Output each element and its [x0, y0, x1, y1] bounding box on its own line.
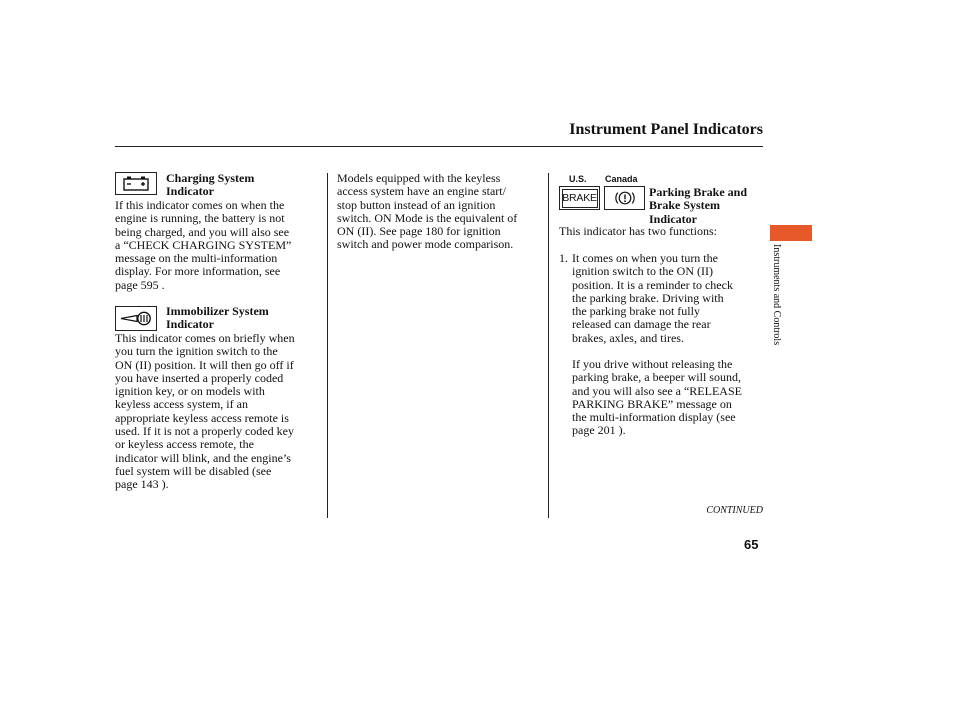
- text-line: the parking brake not fully: [572, 304, 700, 319]
- function-one-paragraph: [572, 252, 733, 345]
- list-number: 1.: [559, 251, 568, 265]
- text-line: appropriate keyless access remote is: [115, 410, 289, 425]
- heading-line: Brake System: [649, 198, 720, 213]
- text-line: a “CHECK CHARGING SYSTEM”: [115, 237, 292, 252]
- text-line: stop button instead of an ignition: [337, 197, 496, 212]
- text-line: indicator will blink, and the engine’s: [115, 450, 291, 465]
- text-line: or keyless access remote, the: [115, 437, 254, 452]
- brake-text-icon: [562, 189, 598, 208]
- key-icon: [119, 311, 153, 326]
- text-line: the multi-information display (see: [572, 410, 736, 425]
- text-line: brakes, axles, and tires.: [572, 330, 684, 345]
- column-divider: [548, 173, 549, 518]
- text-line: fuel system will be disabled (see: [115, 463, 272, 478]
- text-line: If you drive without releasing the: [572, 357, 733, 371]
- section-tab: [770, 225, 812, 241]
- text-line: message on the multi-information: [115, 251, 278, 266]
- charging-heading: [166, 172, 254, 199]
- section-label-text: Instruments and Controls: [771, 244, 782, 346]
- canada-label: Canada: [605, 174, 638, 184]
- functions-intro: This indicator has two functions:: [559, 224, 717, 238]
- text-line: This indicator comes on briefly when: [115, 331, 295, 345]
- text-line: ON (II) position. It will then go off if: [115, 357, 294, 372]
- text-line: Models equipped with the keyless: [337, 171, 501, 185]
- text-line: released can damage the rear: [572, 317, 711, 332]
- text-line: position. It is a reminder to check: [572, 277, 733, 292]
- immobilizer-paragraph: [115, 332, 295, 492]
- text-line: ignition switch to the ON (II): [572, 264, 713, 279]
- text-line: It comes on when you turn the: [572, 251, 718, 265]
- page-reference: page 143 ).: [115, 477, 169, 492]
- section-label: [771, 244, 783, 374]
- canada-brake-indicator-box: [604, 186, 645, 210]
- heading-line: Indicator: [649, 211, 697, 226]
- column-divider: [327, 173, 328, 518]
- text-line: engine is running, the battery is not: [115, 211, 285, 226]
- brake-warning-icon: [612, 190, 638, 206]
- text-line: ON (II). See page 180 for ignition: [337, 224, 501, 239]
- text-line: being charged, and you will also see: [115, 224, 290, 239]
- text-line: keyless access system, if an: [115, 397, 248, 412]
- text-line: and you will also see a “RELEASE: [572, 383, 742, 398]
- charging-paragraph: [115, 199, 291, 292]
- text-line: access system have an engine start/: [337, 184, 506, 199]
- text-line: the parking brake. Driving with: [572, 290, 724, 305]
- text-line: you have inserted a properly coded: [115, 370, 284, 385]
- immobilizer-heading: [166, 305, 269, 332]
- title-rule: [115, 146, 763, 147]
- keyless-note-paragraph: [337, 172, 517, 252]
- charging-indicator-icon-box: [115, 172, 157, 195]
- battery-icon: [123, 176, 149, 191]
- heading-line: Charging System: [166, 171, 255, 185]
- continued-label: CONTINUED: [706, 505, 763, 516]
- page-number: 65: [744, 537, 759, 552]
- text-line: parking brake, a beeper will sound,: [572, 370, 741, 385]
- us-label: U.S.: [569, 174, 587, 184]
- page-reference: page 595 .: [115, 277, 165, 292]
- text-line: PARKING BRAKE” message on: [572, 396, 732, 411]
- text-line: display. For more information, see: [115, 264, 281, 279]
- brake-text: BRAKE: [562, 192, 597, 204]
- text-line: ignition key, or on models with: [115, 384, 265, 399]
- heading-line: Indicator: [166, 317, 214, 332]
- heading-line: Indicator: [166, 184, 214, 199]
- release-warning-paragraph: [572, 358, 742, 438]
- text-line: switch. ON Mode is the equivalent of: [337, 210, 518, 225]
- us-brake-indicator-box: [559, 186, 600, 210]
- text-line: you turn the ignition switch to the: [115, 344, 278, 359]
- page-reference: page 201 ).: [572, 423, 626, 438]
- immobilizer-indicator-icon-box: [115, 306, 157, 331]
- page-title: Instrument Panel Indicators: [569, 121, 763, 138]
- text-line: used. If it is not a properly coded key: [115, 424, 294, 439]
- text-line: switch and power mode comparison.: [337, 237, 514, 252]
- text-line: If this indicator comes on when the: [115, 198, 285, 212]
- parking-brake-heading: [649, 186, 747, 226]
- heading-line: Immobilizer System: [166, 304, 269, 318]
- heading-line: Parking Brake and: [649, 185, 748, 199]
